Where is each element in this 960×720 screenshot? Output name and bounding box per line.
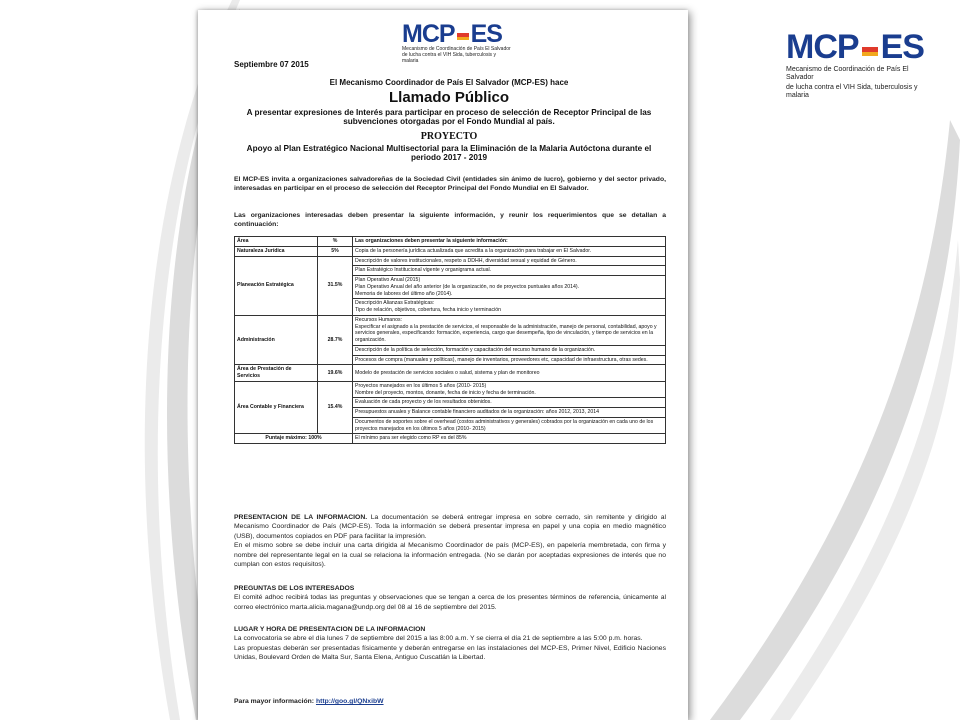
- row-text: Plan Estratégico Institucional vigente y organigrama actual.: [353, 266, 666, 276]
- presentacion-heading: PRESENTACION DE LA INFORMACION.: [234, 514, 368, 521]
- table-header-row: [235, 237, 666, 247]
- mas-info-label: Para mayor información:: [234, 698, 316, 705]
- lugar-body: La convocatoria se abre el día lunes 7 de septiembre del 2015 a las 8:00 a.m. Y se cierra el día 21 de septiembre a las 5:00 p.m. horas.: [234, 635, 643, 643]
- row-text: Descripción de valores institucionales, respeto a DDHH, diversidad sexual y equidad de Género.: [353, 256, 666, 266]
- row-pct: 28.7%: [318, 315, 353, 365]
- preguntas-heading: PREGUNTAS DE LOS INTERESADOS: [234, 585, 355, 592]
- row-area: Área Contable y Financiera: [235, 381, 318, 434]
- row-area: Naturaleza Jurídica: [235, 246, 318, 256]
- mcp-es-logo: [786, 30, 936, 100]
- total-label: Puntaje máximo: 100%: [235, 434, 353, 444]
- document-logo: [402, 22, 512, 64]
- proyecto-label: PROYECTO: [420, 131, 478, 142]
- row-area: Administración: [235, 315, 318, 365]
- mas-info-line: [234, 697, 666, 706]
- document-page: [198, 10, 688, 720]
- row-text: Descripción Alianzas Estratégicas: Tipo de relación, objetivos, cobertura, fecha inicio y terminación: [353, 299, 666, 316]
- logo-es-text: ES: [880, 28, 924, 66]
- presentacion-body: La documentación se deberá entregar impresa en sobre cerrado, sin remitente y dirigido al Mecanismo Coordinador de País (MCP-ES). Toda la información se deberá presentar impresa en papel y una copia en medio magnético (USB), documentos copiados en PDF para facilitar la impresión.: [234, 514, 666, 540]
- total-text: El mínimo para ser elegido como RP es del 85%: [353, 434, 666, 444]
- doc-logo-dash-bar: [457, 33, 469, 37]
- row-text: Recursos Humanos: Especificar el asignado a la prestación de servicios, el responsable de la administración, manejo de personal, contabilidad, apoyo y servicios generales, especificando: formación, experiencia, cargo que desempeña, tipo de vinculación, y tiempo de servicios en la organización.: [353, 315, 666, 345]
- project-name: Apoyo al Plan Estratégico Nacional Multisectorial para la Eliminación de la Malaria Autóctona durante el periodo 2017 - 2019: [246, 144, 652, 163]
- row-text: Modelo de prestación de servicios sociales o salud, sistema y plan de monitoreo: [353, 365, 666, 382]
- table-row: [235, 256, 666, 266]
- row-pct: 5%: [318, 246, 353, 256]
- table-total-row: [235, 434, 666, 444]
- lugar-heading: LUGAR Y HORA DE PRESENTACION DE LA INFORMACION: [234, 626, 426, 633]
- mas-info-link[interactable]: http://goo.gl/QNxibW: [315, 698, 384, 705]
- row-text: Evaluación de cada proyecto y de los resultados obtenidos.: [353, 398, 666, 408]
- doc-logo-mcp-text: MCP: [402, 20, 455, 48]
- table-row: [235, 246, 666, 256]
- row-area: Área de Prestación de Servicios: [235, 365, 318, 382]
- preguntas-body: El comité adhoc recibirá todas las preguntas y observaciones que se tengan a cerca de los presentes términos de referencia, únicamente al correo electrónico marta.alicia.magana@undp.org del 08 al 16 de septiembre del 2015.: [234, 594, 666, 611]
- table-row: [235, 315, 666, 345]
- row-text: Documentos de soportes sobre el overhead (costos administrativos y generales) cobrados por la organización en cada uno de los proyectos manejados en los últimos 5 años (2010- 2015): [353, 417, 666, 434]
- logo-wordmark: [786, 30, 936, 64]
- document-subtitle: A presentar expresiones de Interés para participar en proceso de selección de Receptor Principal de las subvenciones otorgadas por el Fondo Mundial al país.: [246, 108, 652, 127]
- document-date: Septiembre 07 2015: [234, 60, 309, 69]
- logo-tagline-1: Mecanismo de Coordinación de País El Salvador: [786, 66, 909, 82]
- document-title: Llamado Público: [388, 89, 509, 106]
- doc-logo-tagline-1: Mecanismo de Coordinación de País El Salvador: [402, 46, 511, 52]
- presentacion-section: [234, 513, 666, 569]
- row-pct: 19.6%: [318, 365, 353, 382]
- row-text: Proyectos manejados en los últimos 5 años (2010- 2015) Nombre del proyecto, montos, donante, fecha de inicio y fecha de terminación.: [353, 381, 666, 398]
- logo-mcp-text: MCP: [786, 28, 859, 66]
- header-line: El Mecanismo Coordinador de País El Salvador (MCP-ES) hace: [329, 78, 569, 87]
- logo-dash-bar: [862, 47, 878, 52]
- lugar-body-2: Las propuestas deberán ser presentadas físicamente y deberán entregarse en las instalaciones del MCP-ES, Primer Nivel, Edificio Naciones Unidas, Boulevard Orden de Malta Sur, Santa Elena, Antiguo Cuscatlán la Libertad.: [234, 644, 666, 662]
- row-text: Descripción de la política de selección, formación y capacitación del recurso humano de la organización.: [353, 345, 666, 355]
- row-pct: 15.4%: [318, 381, 353, 434]
- table-header-pct: %: [318, 237, 353, 247]
- doc-logo-tagline-2: de lucha contra el VIH Sida, tuberculosis y malaria: [402, 51, 496, 64]
- row-text: Procesos de compra (manuales y políticas), manejo de inventarios, proveedores etc, capacidad de infraestructura, otras sedes.: [353, 355, 666, 365]
- lugar-section: [234, 625, 666, 663]
- table-header-info: Las organizaciones deben presentar la siguiente información:: [353, 237, 666, 247]
- intro-paragraph-2: Las organizaciones interesadas deben presentar la siguiente información, y reunir los requerimientos que se detallan a continuación:: [234, 212, 666, 229]
- row-pct: 31.5%: [318, 256, 353, 315]
- presentacion-body-2: En el mismo sobre se debe incluir una carta dirigida al Mecanismo Coordinador de país (MCP-ES), en papelería membretada, con firma y nombre del representante legal en la cual se relaciona la información entregada. (No se darán por aceptadas expresiones de interés que no cumplan con estos requisitos).: [234, 542, 666, 568]
- row-text: Copia de la personería jurídica actualizada que acredita a la organización para trabajar en El Salvador.: [353, 246, 666, 256]
- doc-logo-es-text: ES: [470, 20, 502, 48]
- doc-logo-wordmark: [402, 22, 512, 47]
- logo-tagline-2: de lucha contra el VIH Sida, tuberculosis y malaria: [786, 84, 918, 100]
- row-text: Presupuestos anuales y Balance contable financiero auditados de la organización: años 2012, 2013, 2014: [353, 408, 666, 418]
- row-area: Planeación Estratégica: [235, 256, 318, 315]
- table-header-area: Área: [235, 237, 318, 247]
- table-row: [235, 365, 666, 382]
- right-decorative-swoosh: [680, 0, 960, 720]
- preguntas-section: [234, 584, 666, 612]
- table-row: [235, 381, 666, 398]
- requirements-table: [234, 236, 666, 444]
- row-text: Plan Operativo Anual (2015) Plan Operativo Anual del año anterior (de la organización, no de proyectos puntuales años 2014). Memoria de labores del último año (2014).: [353, 276, 666, 299]
- intro-paragraph: El MCP-ES invita a organizaciones salvadoreñas de la Sociedad Civil (entidades sin ánimo de lucro), gobierno y del sector privado, interesadas en participar en el proceso de selección del Receptor Principal del Fondo Mundial en El Salvador.: [234, 176, 666, 193]
